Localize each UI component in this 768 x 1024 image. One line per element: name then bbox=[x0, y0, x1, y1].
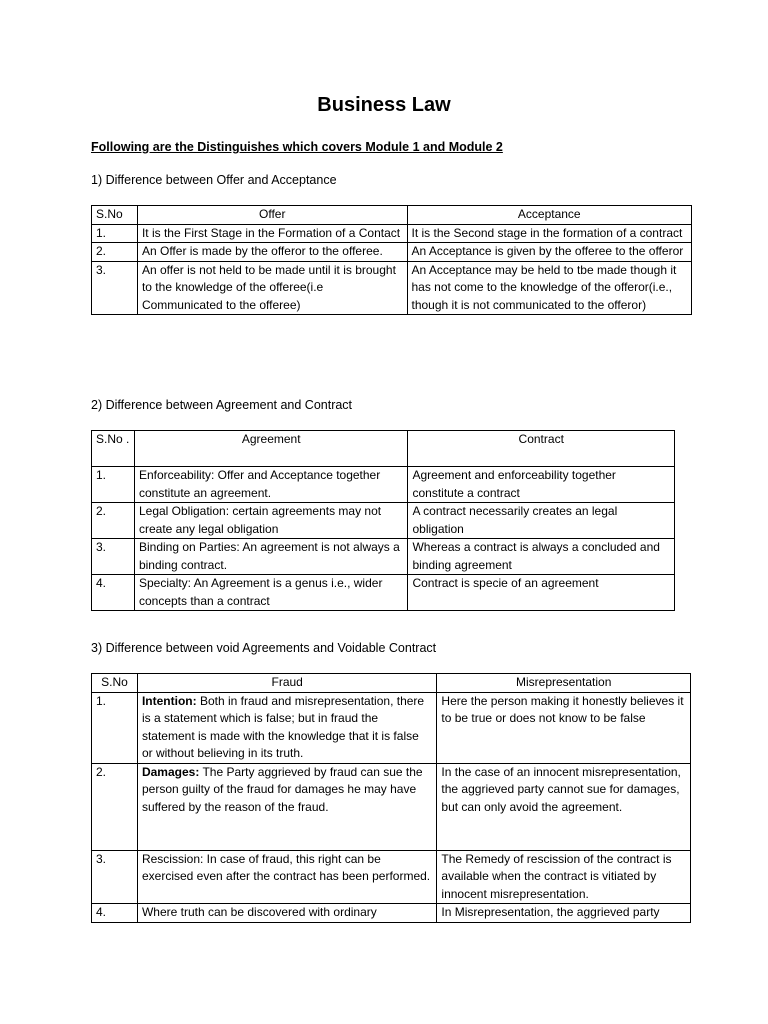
table-row bbox=[92, 467, 675, 503]
row-acceptance: An Acceptance may be held to tbe made though it has not come to the knowledge of the offeror(i.e., though it is not communicated to the offeror) bbox=[407, 261, 692, 315]
header-agreement: Agreement bbox=[134, 431, 408, 467]
offer-acceptance-table bbox=[91, 205, 692, 315]
row-fraud-lead: Damages: bbox=[141, 764, 200, 779]
row-fraud bbox=[137, 763, 436, 850]
header-acceptance: Acceptance bbox=[407, 206, 692, 225]
table-row bbox=[92, 763, 691, 850]
row-contract: Agreement and enforceability together constitute a contract bbox=[408, 467, 675, 503]
row-sno: 4. bbox=[92, 575, 135, 611]
section-heading-offer-acceptance: 1) Difference between Offer and Acceptance bbox=[91, 173, 337, 187]
table-row bbox=[92, 575, 675, 611]
row-sno: 1. bbox=[92, 692, 138, 763]
row-offer: An offer is not held to be made until it is brought to the knowledge of the offeree(i.e Communicated to the offeree) bbox=[137, 261, 407, 315]
header-fraud: Fraud bbox=[137, 674, 436, 693]
header-offer: Offer bbox=[137, 206, 407, 225]
document-title: Business Law bbox=[317, 94, 451, 116]
table-header-row bbox=[92, 206, 692, 225]
table-row bbox=[92, 850, 691, 904]
row-fraud-text: Both in fraud and misrepresentation, there is a statement which is false; but in fraud the statement is made with the knowledge that it is false or without believing in its truth. bbox=[141, 693, 425, 760]
row-sno: 3. bbox=[92, 261, 138, 315]
section-heading-agreement-contract: 2) Difference between Agreement and Contract bbox=[91, 398, 353, 412]
row-sno: 2. bbox=[92, 763, 138, 850]
agreement-contract-table bbox=[91, 430, 675, 611]
row-agreement: Legal Obligation: certain agreements may not create any legal obligation bbox=[134, 503, 408, 539]
row-acceptance: An Acceptance is given by the offeree to the offeror bbox=[407, 243, 692, 262]
row-misrepresentation: The Remedy of rescission of the contract is available when the contract is vitiated by innocent misrepresentation. bbox=[437, 850, 691, 904]
header-sno: S.No bbox=[92, 206, 138, 225]
table-row bbox=[92, 261, 692, 315]
row-offer: An Offer is made by the offeror to the offeree. bbox=[137, 243, 407, 262]
header-misrepresentation: Misrepresentation bbox=[437, 674, 691, 693]
row-acceptance: It is the Second stage in the formation of a contract bbox=[407, 224, 692, 243]
row-contract: Whereas a contract is always a concluded and binding agreement bbox=[408, 539, 675, 575]
row-misrepresentation: In Misrepresentation, the aggrieved party bbox=[437, 904, 691, 923]
row-misrepresentation: Here the person making it honestly believes it to be true or does not know to be false bbox=[437, 692, 691, 763]
table-row bbox=[92, 503, 675, 539]
row-fraud: Rescission: In case of fraud, this right can be exercised even after the contract has been performed. bbox=[137, 850, 436, 904]
table-header-row bbox=[92, 431, 675, 467]
row-fraud-lead: Intention: bbox=[141, 693, 197, 708]
row-fraud bbox=[137, 692, 436, 763]
row-contract: Contract is specie of an agreement bbox=[408, 575, 675, 611]
row-sno: 1. bbox=[92, 224, 138, 243]
table-header-row bbox=[92, 674, 691, 693]
row-contract: A contract necessarily creates an legal obligation bbox=[408, 503, 675, 539]
section-heading-void-voidable: 3) Difference between void Agreements and Voidable Contract bbox=[91, 641, 437, 655]
row-agreement: Enforceability: Offer and Acceptance together constitute an agreement. bbox=[134, 467, 408, 503]
table-row bbox=[92, 904, 691, 923]
row-sno: 3. bbox=[92, 850, 138, 904]
row-sno: 2. bbox=[92, 243, 138, 262]
header-sno: S.No . bbox=[92, 431, 135, 467]
table-row bbox=[92, 243, 692, 262]
row-agreement: Binding on Parties: An agreement is not always a binding contract. bbox=[134, 539, 408, 575]
header-contract: Contract bbox=[408, 431, 675, 467]
row-sno: 3. bbox=[92, 539, 135, 575]
row-agreement: Specialty: An Agreement is a genus i.e., wider concepts than a contract bbox=[134, 575, 408, 611]
table-row bbox=[92, 224, 692, 243]
table-row bbox=[92, 692, 691, 763]
row-misrepresentation: In the case of an innocent misrepresentation, the aggrieved party cannot sue for damages, but can only avoid the agreement. bbox=[437, 763, 691, 850]
row-sno: 2. bbox=[92, 503, 135, 539]
row-sno: 4. bbox=[92, 904, 138, 923]
row-fraud: Where truth can be discovered with ordinary bbox=[137, 904, 436, 923]
document-subtitle: Following are the Distinguishes which covers Module 1 and Module 2 bbox=[91, 140, 503, 154]
row-fraud-text: The Party aggrieved by fraud can sue the person guilty of the fraud for damages he may have suffered by the reason of the fraud. bbox=[141, 764, 423, 814]
table-row bbox=[92, 539, 675, 575]
fraud-misrepresentation-table bbox=[91, 673, 691, 923]
header-sno: S.No bbox=[92, 674, 138, 693]
row-offer: It is the First Stage in the Formation of a Contact bbox=[137, 224, 407, 243]
row-sno: 1. bbox=[92, 467, 135, 503]
